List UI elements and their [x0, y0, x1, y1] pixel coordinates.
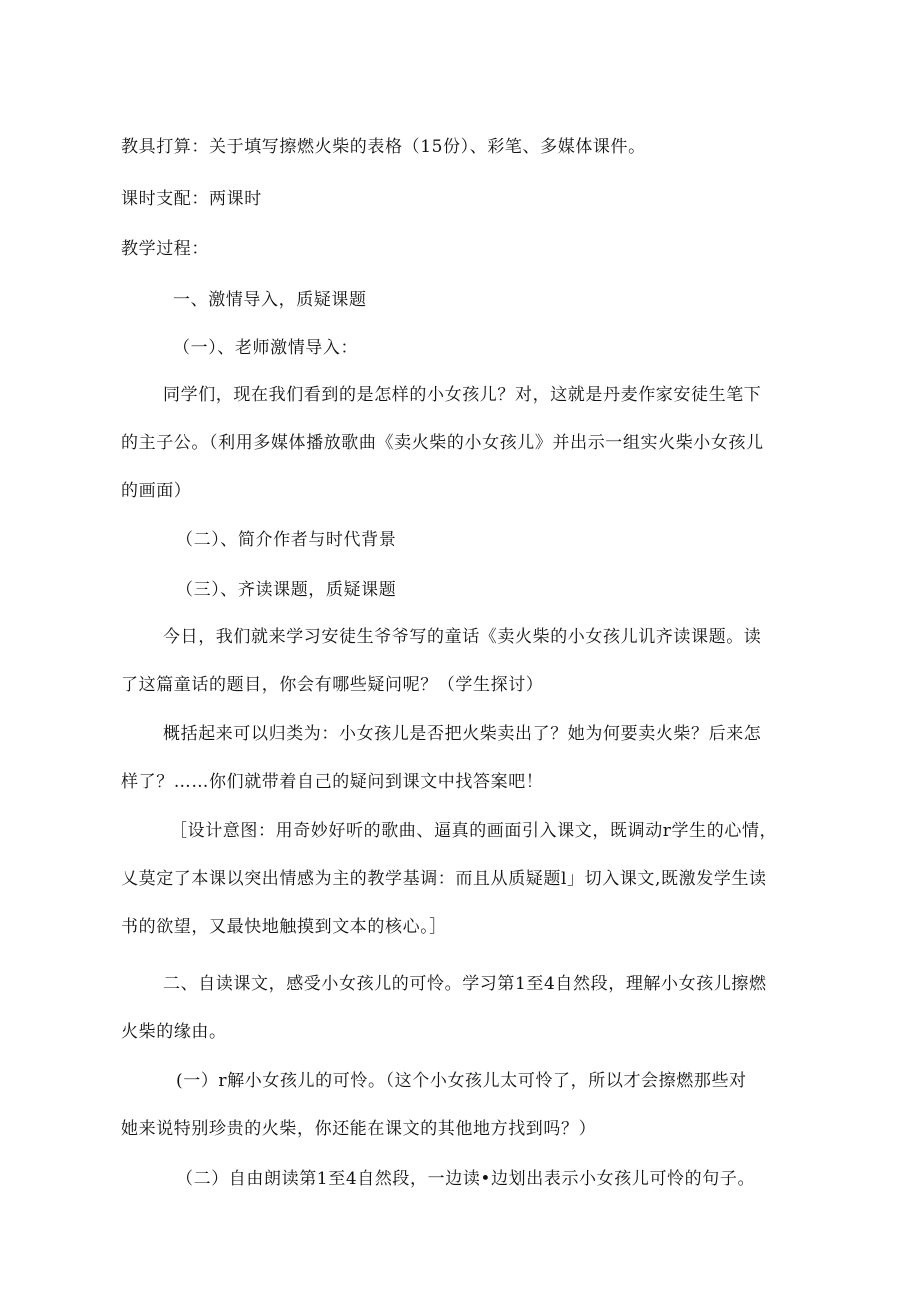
design-intent-line: 乂莫定了本课以突出情感为主的教学基调：而且从质疑题l」切入课文,既激发学生读: [121, 869, 767, 889]
paragraph-line: 火柴的缘由。: [121, 1022, 227, 1042]
paragraph-line: 同学们，现在我们看到的是怎样的小女孩儿？对，这就是丹麦作家安徒生笔下: [163, 385, 762, 405]
process-heading: 教学过程：: [121, 239, 209, 259]
paragraph-line: 样了？……你们就带着自己的疑问到课文中找答案吧！: [121, 772, 544, 792]
paragraph-line: 今日，我们就来学习安徒生爷爷写的童话《卖火柴的小女孩儿讥齐读课题。读: [163, 627, 762, 647]
paragraph-line: 的画面）: [121, 481, 192, 501]
section-one-heading: 一、激情导入，质疑课题: [173, 290, 367, 310]
section-two-heading: 二、自读课文，感受小女孩儿的可怜。学习第1至4自然段，理解小女孩儿擦燃: [163, 974, 767, 994]
subsection-heading: （二）、简介作者与时代背景: [176, 530, 397, 550]
design-intent-line: 书的欲望，又最快地触摸到文本的核心。］: [121, 917, 447, 937]
subsection-heading: （三）、齐读课题，质疑课题: [176, 580, 397, 600]
schedule-line: 课时支配：两课时: [121, 189, 262, 209]
paragraph-line: （二）自由朗读第1至4自然段，一边读•边划出表示小女孩儿可怜的句子。: [176, 1169, 756, 1189]
paragraph-line: 她来说特别珍贵的火柴，你还能在课文的其他地方找到吗？）: [121, 1119, 597, 1139]
materials-line: 教具打算：关于填写擦燃火柴的表格（15份）、彩笔、多媒体课件。: [121, 137, 646, 157]
paragraph-line: 了这篇童话的题目，你会有哪些疑问呢？（学生探讨）: [121, 675, 544, 695]
paragraph-line: 的主子公。（利用多媒体播放歌曲《卖火柴的小女孩儿》并出示一组实火柴小女孩儿: [121, 433, 764, 453]
paragraph-line: (一）r解小女孩儿的可怜。（这个小女孩儿太可怜了，所以才会擦燃那些对: [176, 1071, 747, 1091]
design-intent-line: ［设计意图：用奇妙好听的歌曲、逼真的画面引入课文，既调动r学生的心情，: [170, 821, 778, 841]
paragraph-line: 概括起来可以归类为：小女孩儿是否把火柴卖出了？她为何要卖火柴？后来怎: [163, 724, 762, 744]
subsection-heading: （一）、老师激情导入：: [173, 338, 359, 358]
